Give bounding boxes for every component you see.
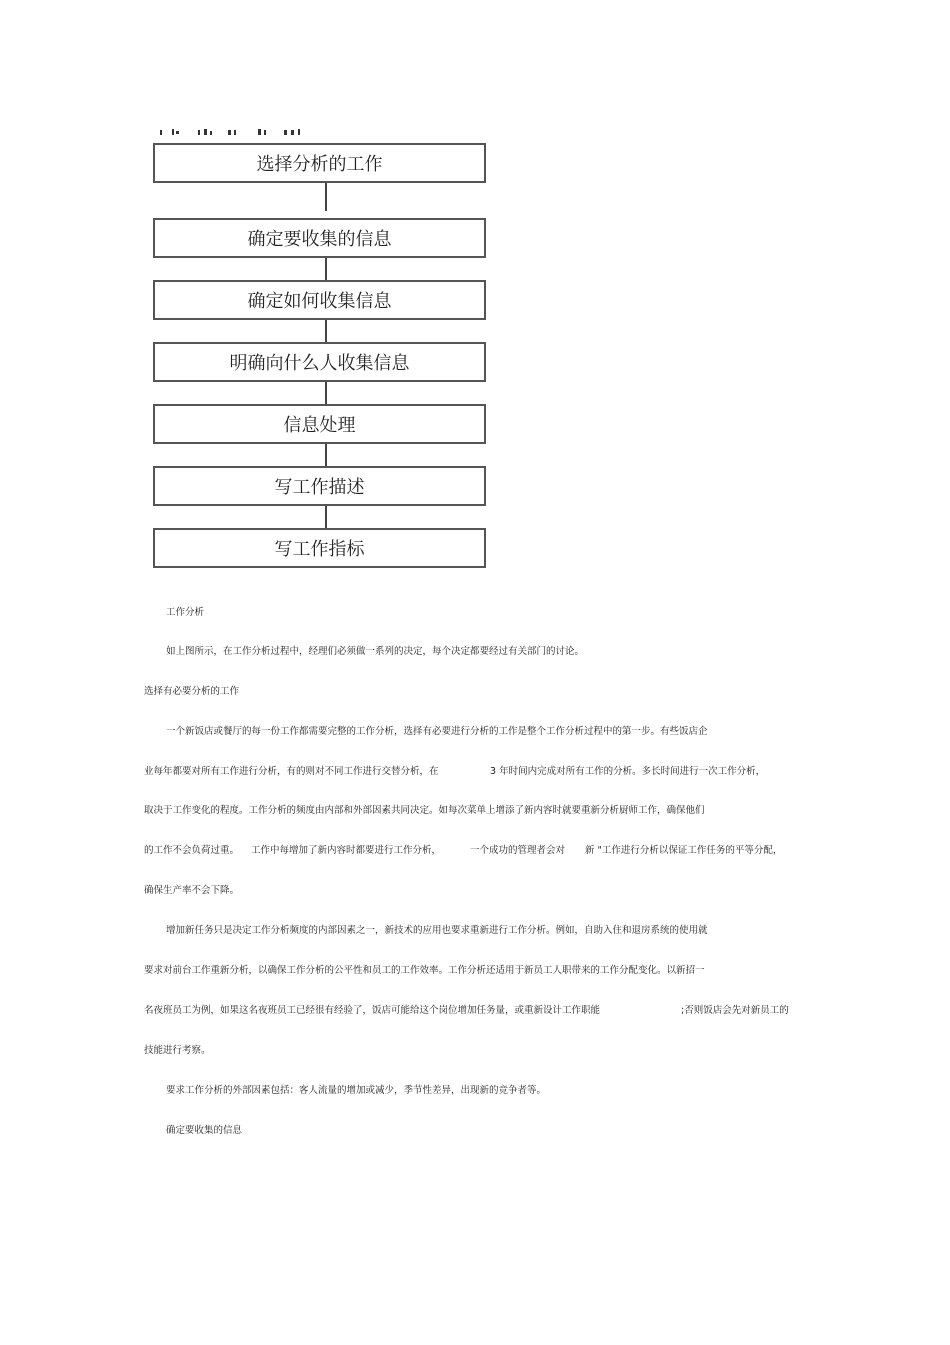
paragraph-2-line-3b: ;否则饭店会先对新员工的 [681,1005,789,1016]
flow-connector [325,183,327,211]
flow-step-write-job-description: 写工作描述 [153,466,486,506]
flow-connector [325,258,327,281]
intro-paragraph: 如上图所示，在工作分析过程中，经理们必须做一系列的决定，每个决定都要经过有关部门的讨论。 [166,646,585,657]
flow-step-how-to-collect: 确定如何收集信息 [153,280,486,320]
flow-connector [325,444,327,467]
flow-step-process-info: 信息处理 [153,404,486,444]
paragraph-3: 要求工作分析的外部因素包括：客人流量的增加或减少，季节性差异，出现新的竞争者等。 [166,1085,547,1096]
paragraph-2-line-2: 要求对前台工作重新分析，以确保工作分析的公平性和员工的工作效率。工作分析还适用于新员工人职带来的工作分配变化。以新招一 [144,965,705,976]
paragraph-1-line-2b: 3 年时间内完成对所有工作的分析。多长时间进行一次工作分析， [490,766,766,777]
paragraph-1-line-4c: 一个成功的管理者会对 [470,845,566,856]
flow-connector [325,506,327,529]
section-heading-select-job: 选择有必要分析的工作 [144,686,240,697]
paragraph-1-line-4b: 工作中每增加了新内容时都要进行工作分析， [251,845,442,856]
flow-step-who-to-collect-from: 明确向什么人收集信息 [153,342,486,382]
paragraph-2-line-3a: 名夜班员工为例，如果这名夜班员工已经很有经验了，饭店可能给这个岗位增加任务量，或重新设计工作职能 [144,1005,601,1016]
figure-caption: 工作分析 [166,607,205,618]
paragraph-1-line-2a: 业每年都要对所有工作进行分析，有的则对不同工作进行交替分析，在 [144,766,439,777]
paragraph-2-line-4: 技能进行考察。 [144,1045,211,1056]
paragraph-1-line-3: 取决于工作变化的程度。工作分析的频度由内部和外部因素共同决定。如每次菜单上增添了新内容时就要重新分析厨师工作，确保他们 [144,805,705,816]
paragraph-1-line-4d: 新 "工作进行分析以保证工作任务的平等分配， [585,845,783,856]
flow-connector [325,382,327,405]
paragraph-2-line-1: 增加新任务只是决定工作分析频度的内部因素之一，新技术的应用也要求重新进行工作分析。例如，自助入住和退房系统的使用就 [166,925,708,936]
flow-step-write-job-specification: 写工作指标 [153,528,486,568]
flow-step-select-job: 选择分析的工作 [153,143,486,183]
paragraph-1-line-1: 一个新饭店或餐厅的每一份工作都需要完整的工作分析，选择有必要进行分析的工作是整个工作分析过程中的第一步。有些饭店企 [166,726,708,737]
section-heading-determine-info: 确定要收集的信息 [166,1125,243,1136]
paragraph-1-line-4a: 的工作不会负荷过重。 [144,845,240,856]
flow-connector [325,320,327,343]
flow-step-determine-info: 确定要收集的信息 [153,218,486,258]
illegible-heading-scribble [158,128,318,136]
paragraph-1-line-5: 确保生产率不会下降。 [144,885,240,896]
